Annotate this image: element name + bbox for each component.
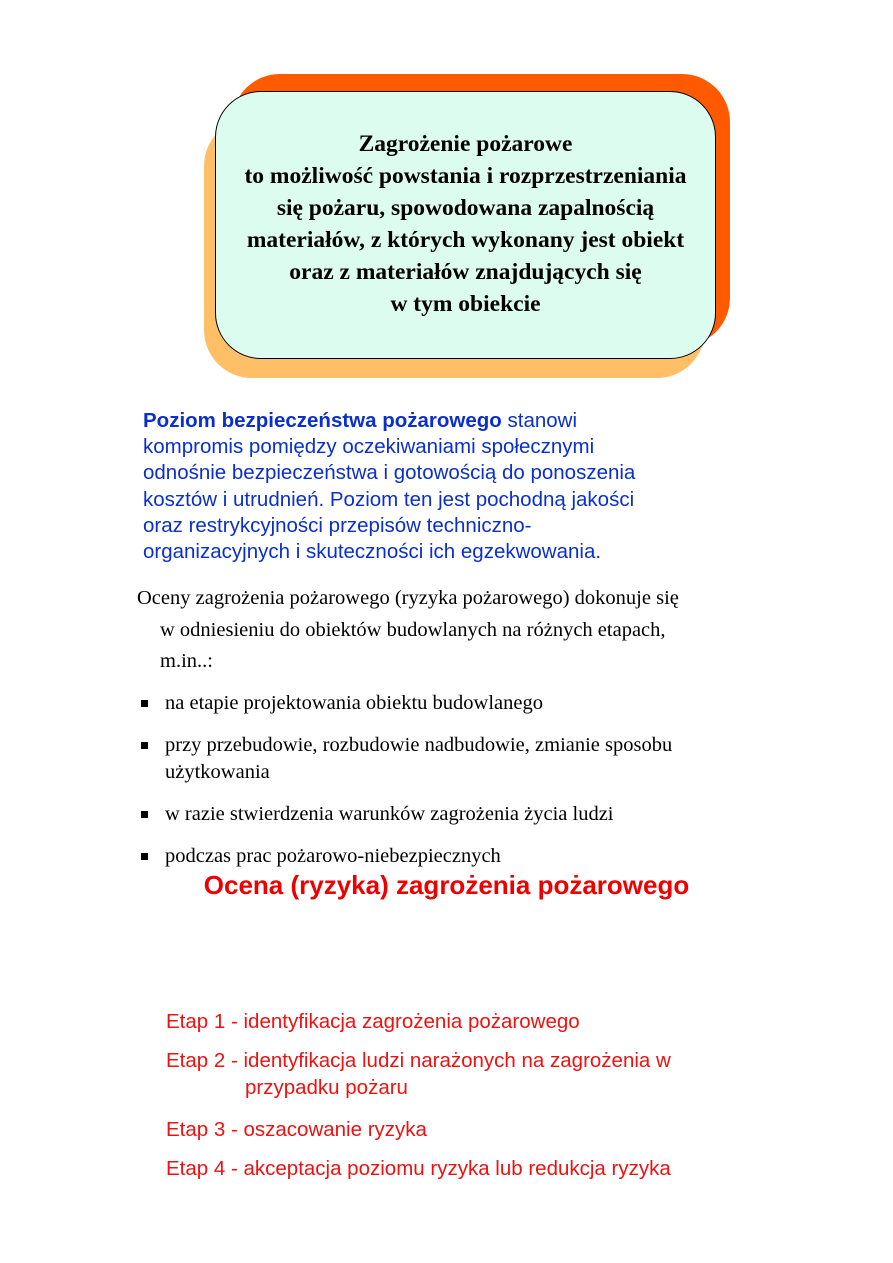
list-item-text: przy przebudowie, rozbudowie nadbudowie, zmianie sposobu xyxy=(165,733,673,756)
intro-line: m.in..: xyxy=(160,650,213,672)
definition-line: w tym obiekcie xyxy=(390,291,541,317)
list-item xyxy=(137,690,777,717)
stage-text: Etap 1 - identyfikacja zagrożenia pożarowego xyxy=(166,1010,580,1033)
stage-text-continuation: przypadku pożaru xyxy=(245,1076,408,1099)
bullet-square-icon xyxy=(141,853,148,860)
list-item-text: podczas prac pożarowo-niebezpiecznych xyxy=(165,844,501,867)
definition-line: to możliwość powstania i rozprzestrzeniania xyxy=(244,163,687,189)
list-item-text: w razie stwierdzenia warunków zagrożenia życia ludzi xyxy=(165,802,614,825)
paragraph-line: oraz restrykcyjności przepisów techniczno- xyxy=(143,513,532,537)
stage-item xyxy=(166,1047,786,1101)
paragraph-line: kompromis pomiędzy oczekiwaniami społecznymi xyxy=(143,435,595,459)
list-item xyxy=(137,801,777,828)
definition-line: Zagrożenie pożarowe xyxy=(358,131,573,157)
stage-text: Etap 4 - akceptacja poziomu ryzyka lub redukcja ryzyka xyxy=(166,1157,671,1180)
intro-line: w odniesieniu do obiektów budowlanych na różnych etapach, xyxy=(160,618,666,641)
paragraph-line: kosztów i utrudnień. Poziom ten jest pochodną jakości xyxy=(143,487,635,511)
definition-line: się pożaru, spowodowana zapalnością xyxy=(276,195,655,221)
paragraph-line: organizacyjnych i skuteczności ich egzekwowania. xyxy=(143,540,602,564)
list-item-text: użytkowania xyxy=(165,760,270,783)
stage-text: Etap 2 - identyfikacja ludzi narażonych na zagrożenia w xyxy=(166,1049,671,1072)
paragraph-line-rest: stanowi xyxy=(501,409,578,432)
definition-line: materiałów, z których wykonany jest obiekt xyxy=(246,227,685,253)
safety-level-term: Poziom bezpieczeństwa pożarowego xyxy=(143,409,502,432)
bullet-square-icon xyxy=(141,742,148,749)
definition-text xyxy=(244,128,686,320)
intro-line: Oceny zagrożenia pożarowego (ryzyka pożarowego) dokonuje się xyxy=(137,587,679,609)
bullet-square-icon xyxy=(141,700,148,707)
stage-item xyxy=(166,1116,786,1143)
assessment-stages-list xyxy=(137,690,777,870)
assessment-intro xyxy=(137,583,777,678)
definition-box xyxy=(215,91,716,359)
stage-item xyxy=(166,1008,786,1035)
list-item xyxy=(137,732,777,786)
assessment-section xyxy=(137,583,777,870)
safety-level-paragraph xyxy=(143,408,763,565)
stage-item xyxy=(166,1155,786,1182)
paragraph-line: odnośnie bezpieczeństwa i gotowością do ponoszenia xyxy=(143,461,636,485)
definition-line: oraz z materiałów znajdujących się xyxy=(289,259,642,285)
list-item-text: na etapie projektowania obiektu budowlanego xyxy=(165,691,543,714)
bullet-square-icon xyxy=(141,811,148,818)
list-item xyxy=(137,843,777,870)
section-title: Ocena (ryzyka) zagrożenia pożarowego xyxy=(203,870,690,900)
stage-text: Etap 3 - oszacowanie ryzyka xyxy=(166,1118,427,1141)
paragraph-line xyxy=(143,408,763,434)
stages-list xyxy=(166,1008,786,1182)
